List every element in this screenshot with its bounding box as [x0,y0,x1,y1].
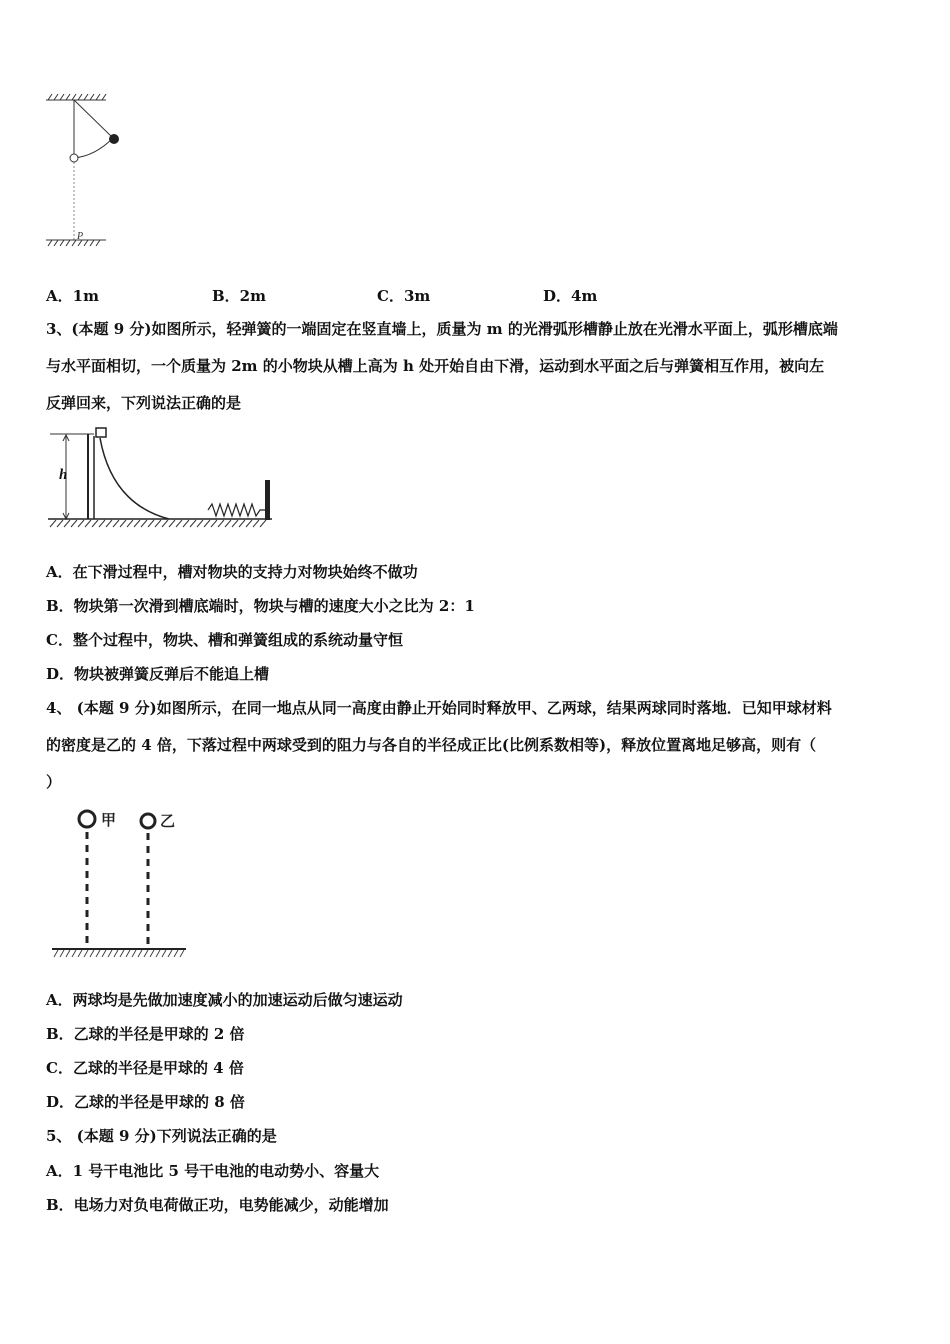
ball-yi [141,814,155,828]
ball-jia [79,811,95,827]
ground-hatch [50,520,266,527]
q3-stem-line-3: 反弹回来，下列说法正确的是 [46,394,242,412]
ball-yi-label: 乙 [160,812,176,830]
q3-stem-line-2: 与水平面相切，一个质量为 2m 的小物块从槽上高为 h 处开始自由下滑，运动到水平面之后与弹簧相互作用，被向左 [46,357,825,375]
q4-stem-line-1: 4、 (本题 9 分)如图所示，在同一地点从同一高度由静止开始同时释放甲、乙两球，结果两球同时落地．已知甲球材料 [46,699,832,717]
q4-option-a: A．两球均是先做加速度减小的加速运动后做匀速运动 [46,991,403,1009]
q3-option-c: C．整个过程中，物块、槽和弹簧组成的系统动量守恒 [46,631,403,649]
q3-option-a: A．在下滑过程中，槽对物块的支持力对物块始终不做功 [46,563,418,581]
small-block [96,428,106,437]
nail-circle [70,154,78,162]
bob [109,134,119,144]
groove-arc [100,438,169,519]
swing-string [74,100,113,138]
two-balls-figure [44,800,194,962]
spring [208,504,266,516]
q3-stem [46,311,906,422]
q4-option-c: C．乙球的半径是甲球的 4 倍 [46,1059,244,1077]
q5-option-a: A．1 号干电池比 5 号干电池的电动势小、容量大 [46,1162,380,1180]
q2-option-a: A．1m [46,287,99,305]
q5-option-b: B．电场力对负电荷做正功，电势能减少，动能增加 [46,1196,389,1214]
q4-stem-line-2: 的密度是乙的 4 倍，下落过程中两球受到的阻力与各自的半径成正比(比例系数相等)，释放位置离地足够高，则有（ [46,736,817,754]
q2-option-b: B．2m [212,287,266,305]
q3-option-b: B．物块第一次滑到槽底端时，物块与槽的速度大小之比为 2：1 [46,597,475,615]
label-p: P [77,231,84,242]
ground-hatch [54,950,184,957]
label-h: h [59,467,68,483]
groove-spring-figure [44,424,280,536]
q4-option-d: D．乙球的半径是甲球的 8 倍 [46,1093,245,1111]
q4-stem-line-3: ） [46,773,62,791]
ceiling-hatch [46,94,106,100]
q4-stem [46,690,906,801]
floor-hatch [46,240,106,246]
swing-arc [74,138,113,158]
pendulum-figure [40,92,130,252]
q2-option-c: C．3m [377,287,431,305]
q3-option-d: D．物块被弹簧反弹后不能追上槽 [46,665,270,683]
q5-stem: 5、 (本题 9 分)下列说法正确的是 [46,1127,277,1145]
q3-stem-line-1: 3、(本题 9 分)如图所示，轻弹簧的一端固定在竖直墙上，质量为 m 的光滑弧形槽静止放在光滑水平面上，弧形槽底端 [46,320,838,338]
q2-option-d: D．4m [543,287,598,305]
q4-option-b: B．乙球的半径是甲球的 2 倍 [46,1025,245,1043]
wall [265,480,270,520]
ball-jia-label: 甲 [101,811,117,829]
